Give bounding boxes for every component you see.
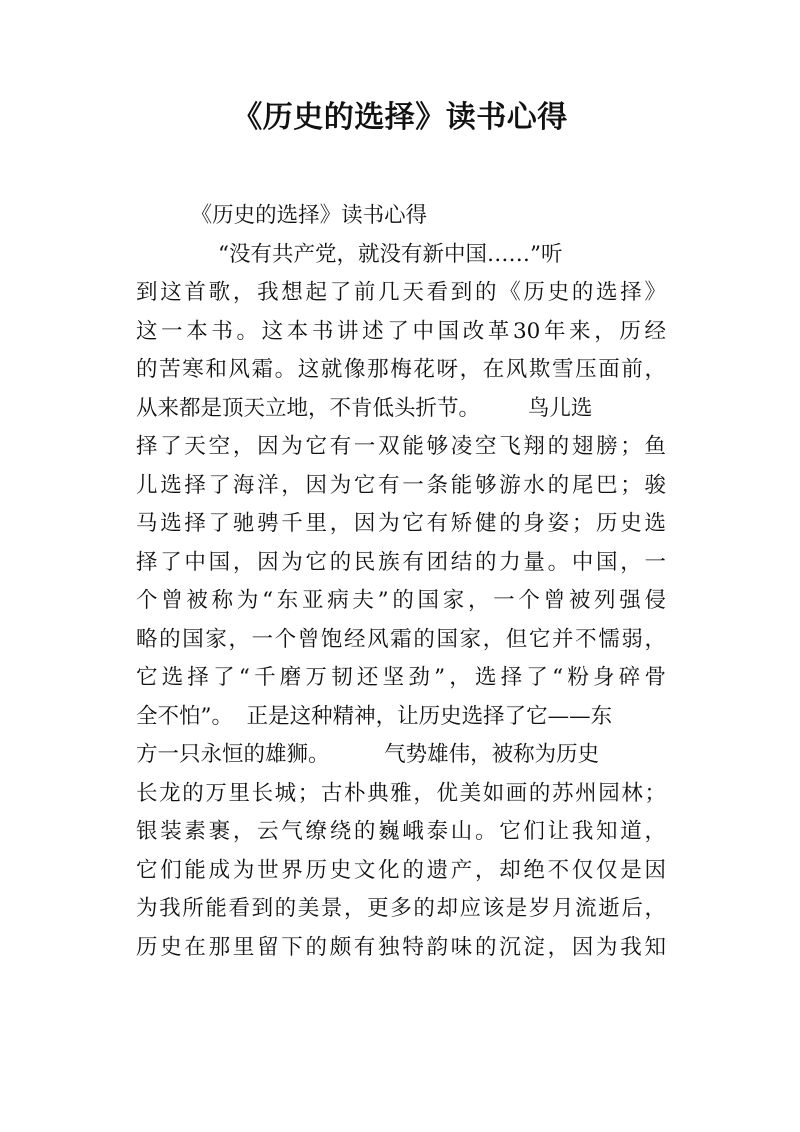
body-line: 《历史的选择》读书心得 <box>136 203 428 228</box>
body-line: 到这首歌，我想起了前几天看到的《历史的选择》 <box>136 280 666 305</box>
body-line: 儿选择了海洋，因为它有一条能够游水的尾巴；骏 <box>136 472 666 498</box>
body-line: 的苦寒和风霜。这就像那梅花呀，在风欺雪压面前， <box>136 357 666 382</box>
body-line: 择了中国，因为它的民族有团结的力量。中国，一 <box>136 549 666 575</box>
body-line: 它们能成为世界历史文化的遗产，却绝不仅仅是因 <box>136 857 666 883</box>
body-line: 从来都是顶天立地，不肯低头折节。 鸟儿选 <box>136 395 593 421</box>
body-line: 历史在那里留下的颇有独特韵味的沉淀，因为我知 <box>136 934 666 960</box>
body-line: 长龙的万里长城；古朴典雅，优美如画的苏州园林； <box>136 780 666 806</box>
body-line: 择了天空，因为它有一双能够凌空飞翔的翅膀；鱼 <box>136 434 666 459</box>
body-line: “没有共产党，就没有新中国……”听 <box>136 241 563 267</box>
document-title: 《历史的选择》读书心得 <box>232 100 568 135</box>
body-line: 为我所能看到的美景，更多的却应该是岁月流逝后， <box>136 896 666 921</box>
body-line: 个曾被称为“东亚病夫”的国家，一个曾被列强侵 <box>136 588 666 613</box>
body-line: 略的国家，一个曾饱经风霜的国家，但它并不懦弱， <box>136 626 666 652</box>
body-line: 这一本书。这本书讲述了中国改革30年来，历经 <box>136 318 666 344</box>
body-line: 银装素裹，云气缭绕的巍峨泰山。它们让我知道， <box>136 819 666 844</box>
body-line: 全不怕”。 正是这种精神，让历史选择了它——东 <box>136 703 613 729</box>
body-line: 方一只永恒的雄狮。 气势雄伟，被称为历史 <box>136 742 600 767</box>
document-body <box>136 197 666 967</box>
body-line: 它选择了“千磨万韧还坚劲”，选择了“粉身碎骨 <box>136 665 666 690</box>
body-line: 马选择了驰骋千里，因为它有矫健的身姿；历史选 <box>136 511 666 536</box>
